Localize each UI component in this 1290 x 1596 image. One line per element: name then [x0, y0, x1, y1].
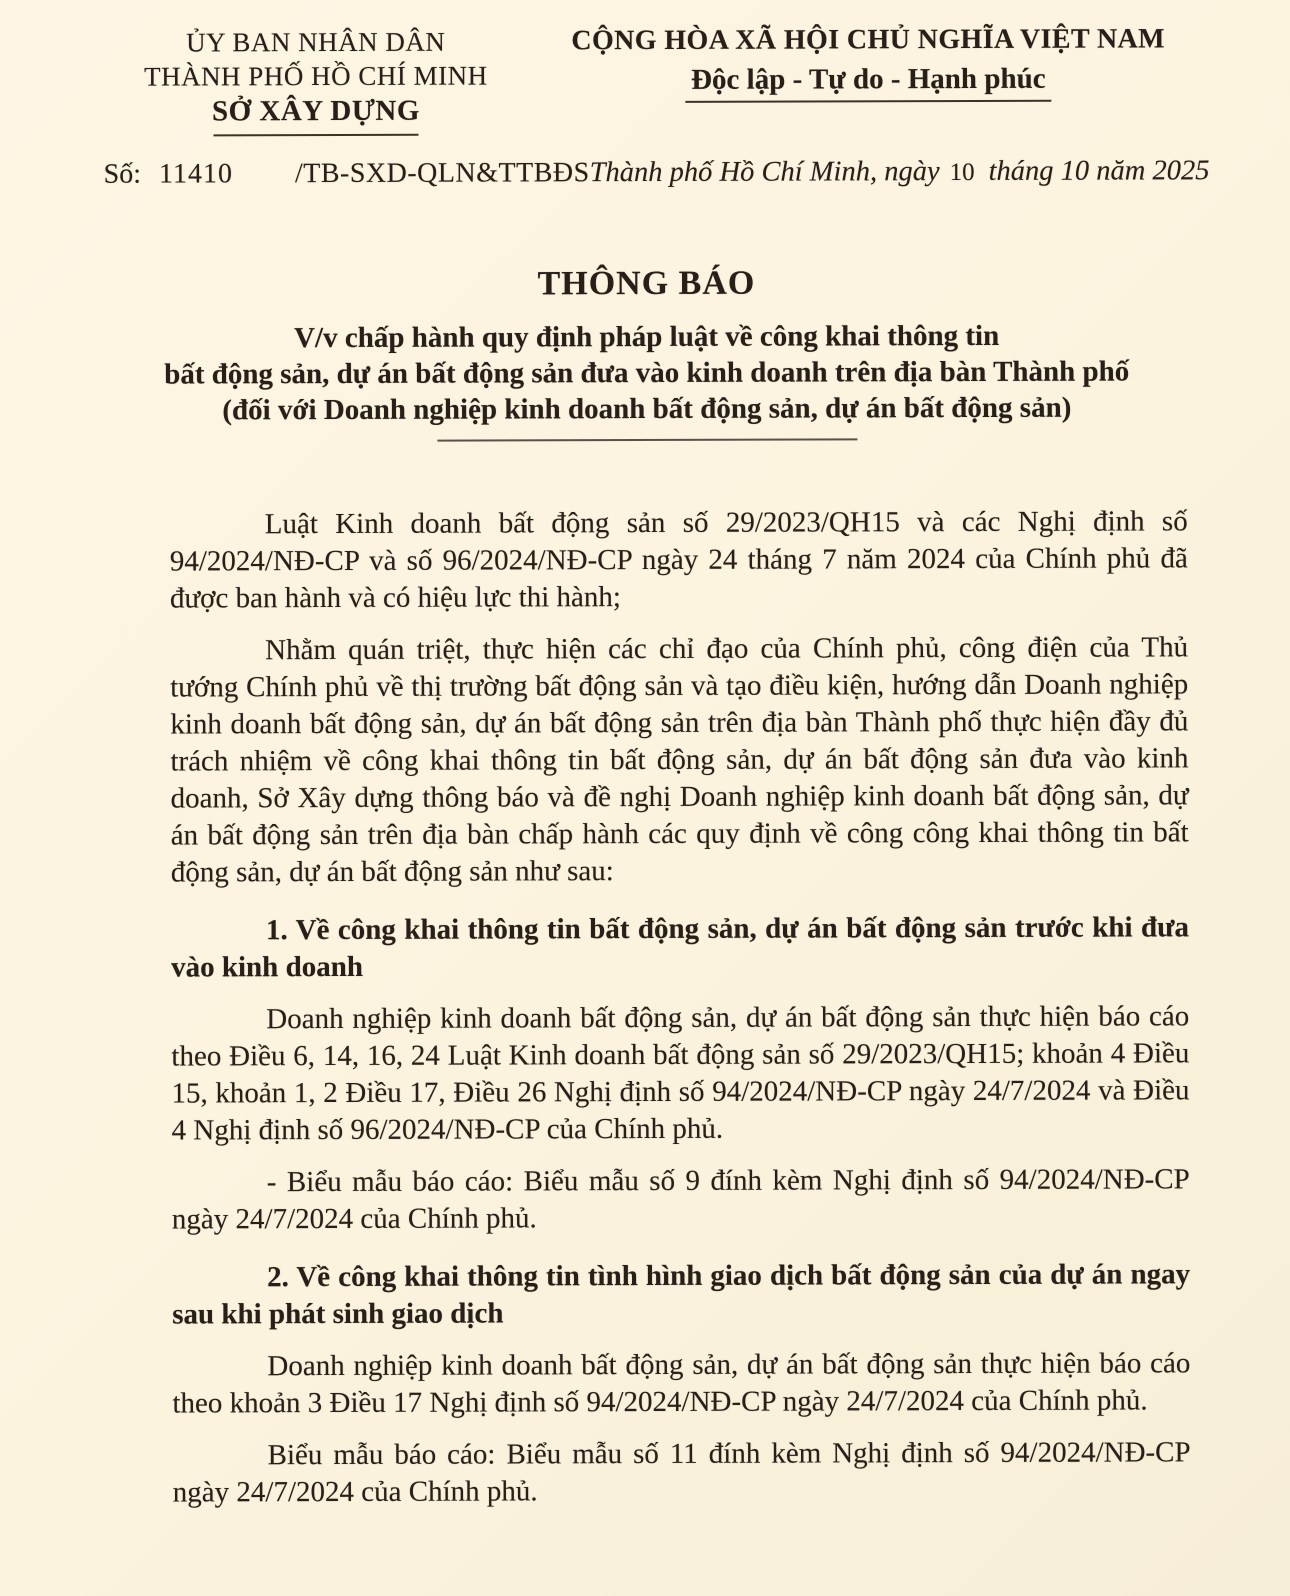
- agency-parent-name: ỦY BAN NHÂN DÂN: [186, 26, 446, 58]
- document-body: [170, 503, 1191, 1511]
- document-dateline: [590, 155, 1210, 189]
- paragraph-legal-basis: Luật Kinh doanh bất động sản số 29/2023/QH15 và các Nghị định số 94/2024/NĐ-CP và số 96/2024/NĐ-CP ngày 24 tháng 7 năm 2024 của Chính phủ đã được ban hành và có hiệu lực thi hành;: [169, 505, 1188, 615]
- title-divider-rule: [437, 438, 857, 441]
- document-number-value: 11410: [158, 158, 233, 190]
- dateline-place-and-day-label: Thành phố Hồ Chí Minh, ngày: [589, 156, 940, 189]
- document-number-code: /TB-SXD-QLN&TTBĐS: [294, 157, 590, 190]
- section-1-form-note: - Biểu mẫu báo cáo: Biểu mẫu số 9 đính kèm Nghị định số 94/2024/NĐ-CP ngày 24/7/2024 của Chính phủ.: [171, 1163, 1190, 1236]
- section-2-paragraph: Doanh nghiệp kinh doanh bất động sản, dự án bất động sản thực hiện báo cáo theo khoản 3 Điều 17 Nghị định số 94/2024/NĐ-CP ngày 24/7/2024 của Chính phủ.: [172, 1347, 1191, 1420]
- document-number-label: Số:: [103, 158, 142, 190]
- paragraph-purpose: Nhằm quán triệt, thực hiện các chỉ đạo của Chính phủ, công điện của Thủ tướng Chính phủ về thị trường bất động sản và tạo điều kiện, hướng dẫn Doanh nghiệp kinh doanh bất động sản, dự án bất động sản trên địa bàn Thành phố thực hiện đầy đủ trách nhiệm về công khai thông tin bất động sản, dự án bất động sản đưa vào kinh doanh, Sở Xây dựng thông báo và đề nghị Doanh nghiệp kinh doanh bất động sản, dự án bất động sản trên địa bàn chấp hành các quy định về công công khai thông tin bất động sản, dự án bất động sản như sau:: [170, 631, 1189, 889]
- agency-department-name: SỞ XÂY DỰNG: [211, 94, 420, 128]
- title-block: [104, 263, 1190, 442]
- document-meta-row: [103, 155, 1210, 190]
- agency-city-name: THÀNH PHỐ HỒ CHÍ MINH: [143, 60, 488, 92]
- section-1-paragraph: Doanh nghiệp kinh doanh bất động sản, dự án bất động sản thực hiện báo cáo theo Điều 6, 14, 16, 24 Luật Kinh doanh bất động sản số 29/2023/QH15; khoản 4 Điều 15, khoản 1, 2 Điều 17, Điều 26 Nghị định số 94/2024/NĐ-CP ngày 24/7/2024 và Điều 4 Nghị định số 96/2024/NĐ-CP của Chính phủ.: [171, 1000, 1190, 1147]
- section-2-heading: 2. Về công khai thông tin tình hình giao dịch bất động sản của dự án ngay sau khi phát sinh giao dịch: [172, 1258, 1191, 1331]
- subtitle-line-1: V/v chấp hành quy định pháp luật về công khai thông tin: [293, 319, 1000, 355]
- subtitle-line-2: bất động sản, dự án bất động sản đưa vào kinh doanh trên địa bàn Thành phố: [164, 355, 1130, 391]
- dateline-month-year: tháng 10 năm 2025: [988, 155, 1210, 187]
- national-header-block: [548, 22, 1188, 103]
- department-underline: [213, 134, 418, 137]
- section-1-heading: 1. Về công khai thông tin bất động sản, dự án bất động sản trước khi đưa vào kinh doanh: [171, 911, 1190, 984]
- document-title: THÔNG BÁO: [537, 264, 756, 303]
- document-header: [103, 22, 1188, 136]
- document-subtitle: [104, 317, 1189, 428]
- national-title: CỘNG HÒA XÃ HỘI CHỦ NGHĨA VIỆT NAM: [571, 23, 1166, 57]
- section-2-form-note: Biểu mẫu báo cáo: Biểu mẫu số 11 đính kèm Nghị định số 94/2024/NĐ-CP ngày 24/7/2024 của Chính phủ.: [172, 1436, 1191, 1509]
- national-motto: Độc lập - Tự do - Hạnh phúc: [685, 61, 1052, 103]
- document-number: [104, 157, 590, 191]
- subtitle-line-3: (đối với Doanh nghiệp kinh doanh bất động sản, dự án bất động sản): [222, 391, 1072, 427]
- issuing-agency-block: [103, 24, 528, 136]
- dateline-day-value: 10: [949, 158, 975, 187]
